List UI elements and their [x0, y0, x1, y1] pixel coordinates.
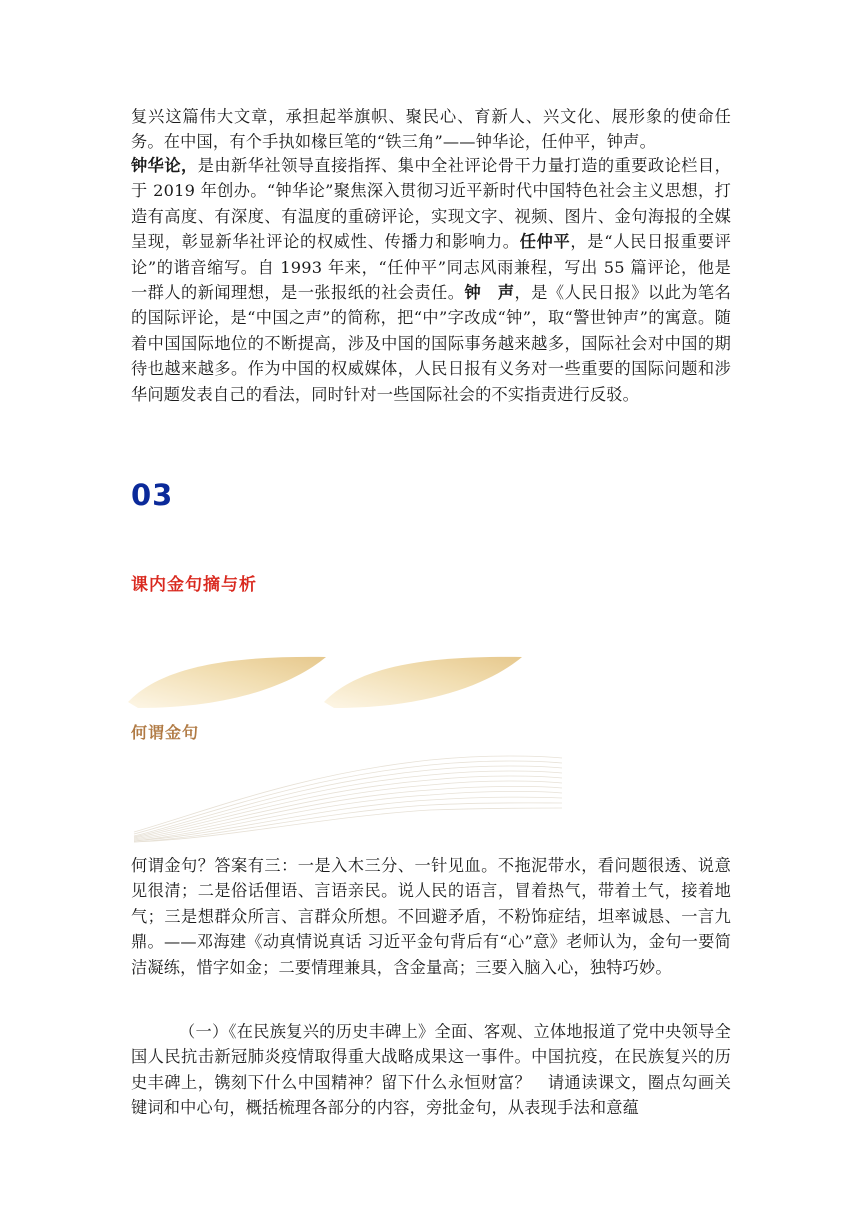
wave-line-group — [134, 756, 562, 842]
zhongsheng-text: ，是《人民日报》以此为笔名的国际评论，是“中国之声”的简称，把“中”字改成“钟”，取“警世钟声”的寓意。随着中国国际地位的不断提高，涉及中国的国际事务越来越多，国际社会对中国的期待也越来越多。作为中国的权威媒体，人民日报有义务对一些重要的国际问题和涉华问题发表自己的看法，同时针对一些国际社会的不实指责进行反驳。 — [131, 283, 731, 404]
leaf-shape-left — [128, 657, 326, 708]
section-number: 03 — [131, 478, 174, 512]
golden-quote-definition-paragraph: 何谓金句？答案有三：一是入木三分、一针见血。不拖泥带水，看问题很透、说意见很清；二是俗话俚语、言语亲民。说人民的语言，冒着热气，带着土气，接着地气；三是想群众所言、言群众所想。不回避矛盾，不粉饰症结，坦率诚恳、一言九鼎。——邓海建《动真情说真话 习近平金句背后有“心”意》老师认为，金句一要简洁凝练，惜字如金；二要情理兼具，含金量高；三要入脑入心，独特巧妙。 — [131, 856, 731, 977]
intro-paragraph: 复兴这篇伟大文章，承担起举旗帜、聚民心、育新人、兴文化、展形象的使命任务。在中国，有个手执如椽巨笔的“铁三角”——钟华论，任仲平，钟声。 — [131, 107, 731, 152]
zhonghualun-text: 是由新华社领导直接指挥、集中全社评论骨干力量打造的重要政论栏目，于 2019 年创办。“钟华论”聚焦深入贯彻习近平新时代中国特色社会主义思想，打造有高度、有深度、有温度的重磅评论，实现文字、视频、图片、金句海报的全媒呈现，彰显新华社评论的权威性、传播力和影响力。 — [131, 156, 731, 252]
column-description-paragraph — [131, 153, 731, 407]
renzhongping-text: ，是“人民日报重要评论”的谐音缩写。自 1993 年来，“任仲平”同志风雨兼程，写出 55 篇评论，他是一群人的新闻理想，是一张报纸的社会责任。 — [131, 232, 731, 303]
term-zhonghualun: 钟华论， — [131, 156, 198, 175]
term-zhongsheng: 钟 声 — [464, 283, 515, 303]
leaf-shape-right — [324, 657, 522, 708]
wave-lines-decoration — [130, 746, 570, 844]
golden-leaf-decoration — [126, 650, 526, 712]
exercise-paragraph: （一）《在民族复兴的历史丰碑上》全面、客观、立体地报道了党中央领导全国人民抗击新冠肺炎疫情取得重大战略成果这一事件。中国抗疫，在民族复兴的历史丰碑上，镌刻下什么中国精神？留下什么永恒财富？ 请通读课文，圈点勾画关键词和中心句，概括梳理各部分的内容，旁批金句，从表现手法和意蕴 — [131, 1022, 731, 1118]
term-renzhongping: 任仲平 — [519, 232, 571, 252]
section-title: 课内金句摘与析 — [131, 575, 257, 595]
subsection-title: 何谓金句 — [131, 723, 200, 742]
